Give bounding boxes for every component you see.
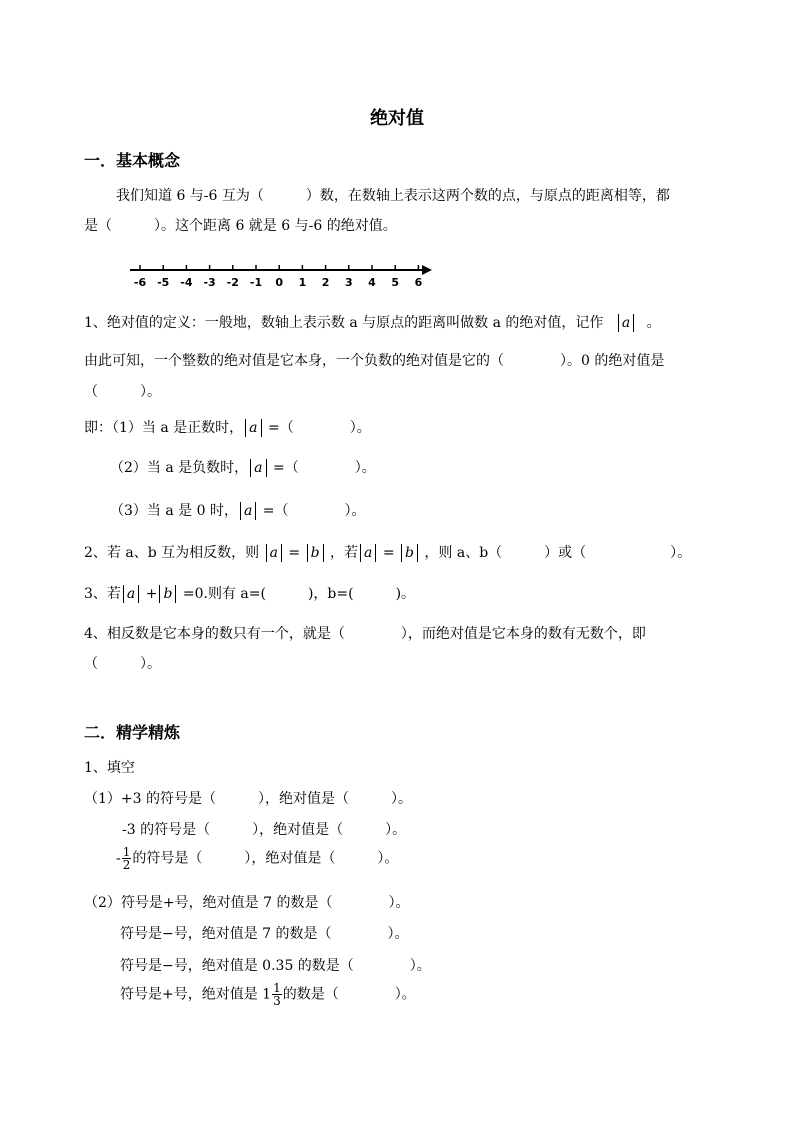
abs-a-notation: a <box>123 585 139 603</box>
abs-a-notation: a <box>360 544 376 562</box>
abs-a-notation: a <box>245 419 261 437</box>
case-1 <box>84 418 371 438</box>
tick-label: -6 <box>133 276 147 289</box>
case-2-blank: =（ ）。 <box>272 460 376 476</box>
page-title: 绝对值 <box>370 108 424 129</box>
tick-label: -2 <box>226 276 239 289</box>
fraction-one-half <box>122 846 132 871</box>
case-3-text: （3）当 a 是 0 时， <box>110 503 238 519</box>
number-line <box>126 256 436 296</box>
tick-label: 6 <box>414 276 423 289</box>
fill-in-label: 1、填空 <box>84 760 135 776</box>
case-2-text: （2）当 a 是负数时， <box>110 460 249 476</box>
tick-label: 4 <box>368 276 376 289</box>
part2-line-4-text: 符号是+号，绝对值是 1 <box>120 986 272 1003</box>
tick-label: -4 <box>180 276 193 289</box>
section2-heading: 二．精学精炼 <box>84 723 181 742</box>
numerator: 1 <box>122 845 131 859</box>
q2-blanks: ，则 a、b（ ）或（ ）。 <box>424 545 692 561</box>
intro-line-2: 是（ ）。这个距离 6 就是 6 与-6 的绝对值。 <box>84 218 397 234</box>
q3-plus: + <box>145 586 158 602</box>
case-1-text: 即：（1）当 a 是正数时， <box>84 420 244 436</box>
part2-line-1: （2）符号是+号，绝对值是 7 的数是（ ）。 <box>84 895 410 911</box>
tick-label: 0 <box>275 276 284 289</box>
denominator: 2 <box>122 858 131 872</box>
q2-text: 2、若 a、b 互为相反数，则 <box>84 545 260 561</box>
part2-line-2: 符号是−号，绝对值是 7 的数是（ ）。 <box>120 926 409 942</box>
tick-label: -5 <box>157 276 170 289</box>
part2-line-3: 符号是−号，绝对值是 0.35 的数是（ ）。 <box>120 958 431 974</box>
minus-sign: - <box>116 850 121 867</box>
part1-line-1: （1）+3 的符号是（ ），绝对值是（ ）。 <box>84 791 412 807</box>
abs-a-notation: a <box>240 502 256 520</box>
tick-label: 2 <box>321 276 330 289</box>
case-3 <box>110 501 366 521</box>
tick-label: 3 <box>344 276 353 289</box>
q2-text-2: ，若 <box>330 545 358 561</box>
tick-label: -3 <box>203 276 216 289</box>
case-2 <box>110 458 376 478</box>
tick-label: 5 <box>391 276 400 289</box>
definition-line-2: 由此可知，一个整数的绝对值是它本身，一个负数的绝对值是它的（ ）。0 的绝对值是 <box>84 353 665 369</box>
q3-text: 3、若 <box>84 586 121 602</box>
question-3 <box>84 584 415 604</box>
definition-line-1 <box>84 313 661 333</box>
part1-line-2: -3 的符号是（ ），绝对值是（ ）。 <box>122 822 407 838</box>
case-1-blank: =（ ）。 <box>267 420 371 436</box>
tick-label: 1 <box>298 276 307 289</box>
abs-b-notation: b <box>159 585 176 603</box>
fraction-one-third <box>272 982 282 1007</box>
q2-equals: = <box>288 545 301 561</box>
abs-a-notation: a <box>266 544 282 562</box>
definition-text: 1、绝对值的定义：一般地，数轴上表示数 a 与原点的距离叫做数 a 的绝对值，记作 <box>84 315 604 331</box>
denominator: 3 <box>273 994 281 1008</box>
numerator: 1 <box>273 981 281 995</box>
part1-line-3 <box>116 846 398 871</box>
part1-line-3-text: 的符号是（ ），绝对值是（ ）。 <box>132 850 399 867</box>
abs-a-notation: a <box>250 459 266 477</box>
abs-b-notation: b <box>401 544 418 562</box>
abs-a-notation: a <box>618 314 634 332</box>
question-4-line-1: 4、相反数是它本身的数只有一个，就是（ ），而绝对值是它本身的数有无数个，即 <box>84 626 646 642</box>
q2-equals-2: = <box>382 545 395 561</box>
intro-line-1: 我们知道 6 与-6 互为（ ）数，在数轴上表示这两个数的点，与原点的距离相等，都 <box>116 188 670 204</box>
question-4-line-2: （ ）。 <box>84 656 161 672</box>
question-2 <box>84 543 691 563</box>
case-3-blank: =（ ）。 <box>262 503 366 519</box>
q3-blanks: =0.则有 a=( )，b=( )。 <box>182 586 416 602</box>
definition-end: 。 <box>646 315 661 331</box>
abs-b-notation: b <box>307 544 324 562</box>
section1-heading: 一．基本概念 <box>84 151 181 170</box>
definition-line-3: （ ）。 <box>84 384 161 400</box>
part2-line-4 <box>120 982 416 1007</box>
part2-line-4-blank: 的数是（ ）。 <box>282 986 416 1003</box>
tick-label: -1 <box>249 276 263 289</box>
